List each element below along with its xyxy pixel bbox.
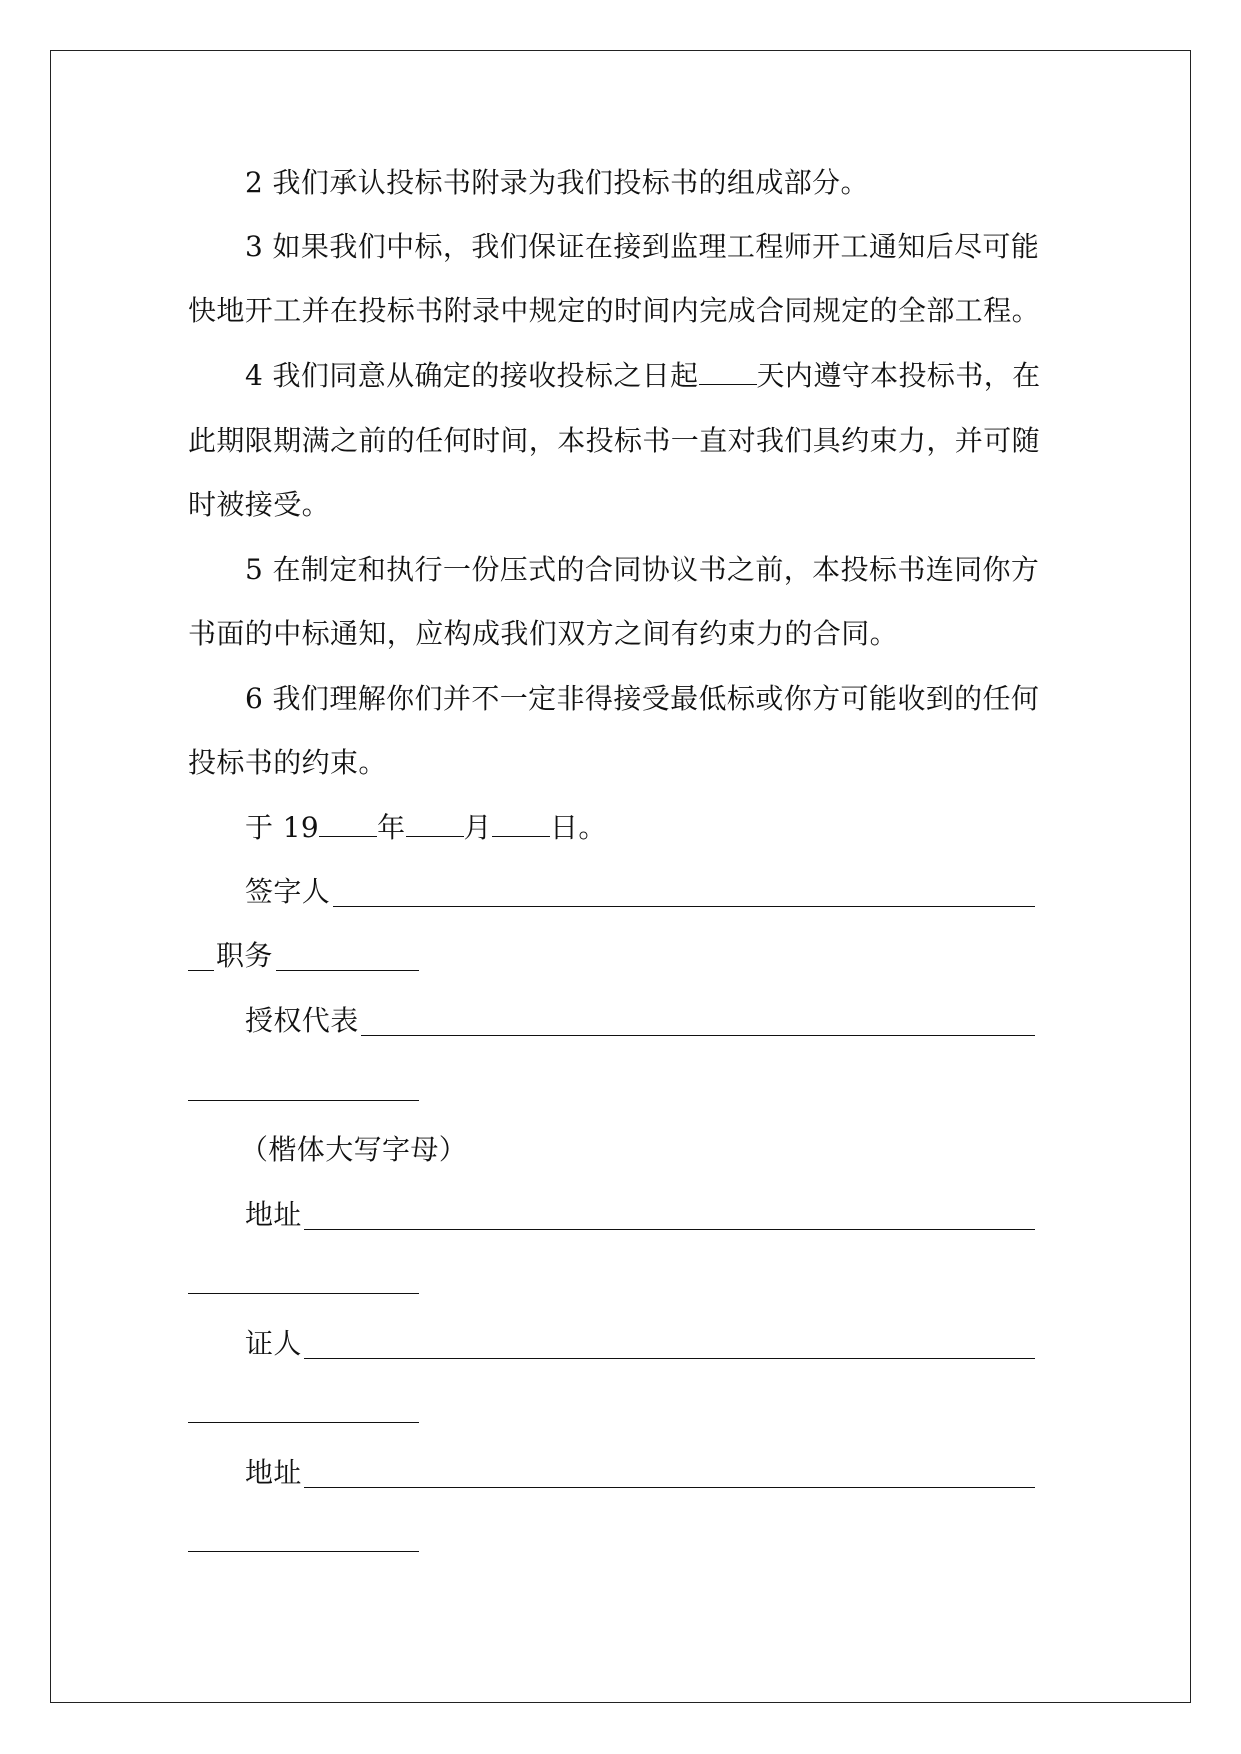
- address-label-2: 地址: [245, 1456, 302, 1489]
- paragraph-5-line-2: 书面的中标通知，应构成我们双方之间有约束力的合同。: [188, 617, 899, 650]
- date-line: [245, 810, 607, 846]
- witness-line: [304, 1358, 1035, 1359]
- signer-line: [333, 906, 1035, 907]
- paragraph-4-text-a: 4 我们同意从确定的接收投标之日起: [245, 359, 699, 392]
- year-label: 年: [377, 811, 406, 844]
- paragraph-4-text-b: 天内遵守本投标书，在: [756, 359, 1041, 392]
- signer-label: 签字人: [245, 875, 331, 908]
- witness-label: 证人: [245, 1327, 302, 1360]
- address-line-2: [304, 1487, 1035, 1488]
- paragraph-4-line-3: 时被接受。: [188, 488, 331, 521]
- address-line-1: [304, 1229, 1035, 1230]
- authorized-rep-line-2: [188, 1100, 419, 1101]
- address-line-1b: [188, 1293, 419, 1294]
- days-blank: [699, 358, 757, 385]
- month-blank: [406, 810, 464, 837]
- paragraph-4-line-1: [245, 358, 1041, 394]
- title-leading-line: [188, 970, 214, 971]
- block-letters-note: （楷体大写字母）: [240, 1133, 468, 1166]
- paragraph-3-line-1: 3 如果我们中标，我们保证在接到监理工程师开工通知后尽可能: [245, 230, 1040, 263]
- authorized-rep-label: 授权代表: [245, 1004, 359, 1037]
- witness-line-2: [188, 1422, 419, 1423]
- day-label: 日。: [549, 811, 607, 844]
- paragraph-5-line-1: 5 在制定和执行一份压式的合同协议书之前，本投标书连同你方: [245, 553, 1040, 586]
- paragraph-2: 2 我们承认投标书附录为我们投标书的组成部分。: [245, 166, 869, 199]
- address-label-1: 地址: [245, 1198, 302, 1231]
- month-label: 月: [463, 811, 492, 844]
- title-line: [276, 970, 419, 971]
- paragraph-3-line-2: 快地开工并在投标书附录中规定的时间内完成合同规定的全部工程。: [188, 294, 1041, 327]
- year-blank: [319, 810, 377, 837]
- date-prefix: 于 19: [245, 811, 320, 844]
- authorized-rep-line: [361, 1035, 1035, 1036]
- title-label: 职务: [216, 939, 273, 972]
- address-line-2b: [188, 1551, 419, 1552]
- paragraph-6-line-2: 投标书的约束。: [188, 746, 387, 779]
- paragraph-6-line-1: 6 我们理解你们并不一定非得接受最低标或你方可能收到的任何: [245, 682, 1040, 715]
- paragraph-4-line-2: 此期限期满之前的任何时间，本投标书一直对我们具约束力，并可随: [188, 424, 1041, 457]
- day-blank: [492, 810, 550, 837]
